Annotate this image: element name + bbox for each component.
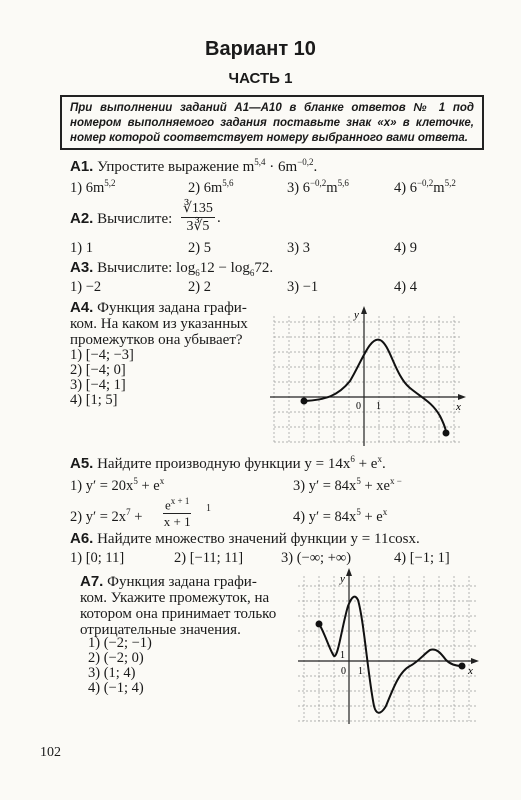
a4-endpoint-right [443, 430, 450, 437]
a7-graph [290, 566, 480, 724]
a5-option-2-fraction: $e^{x + 1}$ x + 1 [163, 496, 191, 530]
question-a2: А2. Вычислите: [70, 210, 173, 227]
a1-option-1[interactable]: 1) $6m^{5,2}$ [70, 178, 116, 196]
a7-zero-label: 0 [341, 666, 346, 677]
a7-y-arrow [346, 568, 352, 576]
question-a5: А5. Найдите производную функции $y = 14x^6 + e^x$. [70, 454, 386, 472]
a2-numerator: ∛135 [183, 201, 213, 216]
a4-curve [304, 340, 446, 433]
a2-fraction [181, 200, 215, 235]
a7-one-label: 1 [358, 666, 363, 677]
a7-option-2[interactable]: 2) (−2; 0) [88, 650, 144, 666]
a7-options [88, 636, 152, 696]
a6-option-3[interactable]: 3) (−∞; +∞) [281, 550, 352, 566]
a5-option-4[interactable]: 4) $y' = 84x^5 + e^x$ [293, 507, 388, 525]
a5-option-3[interactable]: 3) $y' = 84x^5 + xe^{x -}$ [293, 476, 402, 494]
a3-option-2[interactable]: 2) 2 [188, 279, 211, 295]
a5-option-1[interactable]: 1) $y' = 20x^5 + e^x$ [70, 476, 165, 494]
a4-grid [274, 316, 460, 442]
a4-option-1[interactable]: 1) [−4; −3] [70, 347, 134, 363]
page-number: 102 [40, 745, 61, 760]
a4-one-label: 1 [376, 401, 381, 412]
a5-option-2-tail: 1 [206, 503, 211, 514]
a7-endpoint-right [459, 663, 466, 670]
a4-option-4[interactable]: 4) [1; 5] [70, 392, 118, 408]
a4-endpoint-left [301, 398, 308, 405]
page-title: Вариант 10 [205, 38, 316, 60]
a4-zero-label: 0 [356, 401, 361, 412]
question-a6: А6. Найдите множество значений функции y = 11cosx. [70, 530, 420, 547]
instructions-box: При выполнении заданий А1—А10 в бланке ответов № 1 под номером выполняемого задания поставьте знак «х» в клеточке, номер которой соответствует номеру выбранного вами ответа. [60, 95, 484, 150]
a4-option-2[interactable]: 2) [−4; 0] [70, 362, 126, 378]
a4-options [70, 348, 134, 408]
a5-option-2[interactable]: 2) $y' = 2x^7$ + [70, 507, 143, 525]
a2-option-2[interactable]: 2) 5 [188, 240, 211, 256]
a7-one-y-label: 1 [340, 650, 345, 661]
a3-option-1[interactable]: 1) −2 [70, 279, 102, 295]
a4-graph [270, 306, 466, 446]
a4-x-label: x [456, 401, 461, 413]
a6-option-4[interactable]: 4) [−1; 1] [394, 550, 450, 566]
a7-grid [298, 576, 476, 721]
a7-option-3[interactable]: 3) (1; 4) [88, 665, 136, 681]
a7-option-4[interactable]: 4) (−1; 4) [88, 680, 144, 696]
a2-option-3[interactable]: 3) 3 [287, 240, 310, 256]
a4-x-arrow [458, 394, 466, 400]
question-a3: А3. Вычислите: $\log_612 - \log_672$. [70, 259, 274, 278]
a7-endpoint-left [316, 621, 323, 628]
a1-option-3[interactable]: 3) $6^{-0,2}m^{5,6}$ [287, 178, 349, 196]
a7-option-1[interactable]: 1) (−2; −1) [88, 635, 152, 651]
part-heading: ЧАСТЬ 1 [228, 70, 293, 87]
a2-option-1[interactable]: 1) 1 [70, 240, 93, 256]
a4-y-arrow [361, 306, 367, 314]
a6-option-1[interactable]: 1) [0; 11] [70, 550, 125, 566]
a7-x-arrow [471, 658, 479, 664]
a1-option-4[interactable]: 4) $6^{-0,2}m^{5,2}$ [394, 178, 456, 196]
a7-y-label: y [340, 573, 345, 585]
a4-y-label: y [354, 309, 359, 321]
question-a7: А7. Функция задана графи- ком. Укажите промежуток, на котором она принимает только отрицательные значения. [80, 573, 277, 638]
a4-option-3[interactable]: 3) [−4; 1] [70, 377, 126, 393]
a3-option-4[interactable]: 4) 4 [394, 279, 417, 295]
a2-option-4[interactable]: 4) 9 [394, 240, 417, 256]
question-a4: А4. Функция задана графи- ком. На каком из указанных промежутков она убывает? [70, 299, 248, 348]
a3-option-3[interactable]: 3) −1 [287, 279, 319, 295]
a2-dot: . [217, 210, 221, 226]
a7-x-label: x [468, 665, 473, 677]
a2-denominator: 3∛5 [186, 219, 210, 234]
a1-option-2[interactable]: 2) $6m^{5,6}$ [188, 178, 234, 196]
question-a1: А1. Упростите выражение $m^{5,4} \cdot 6m^{-0,2}$. [70, 157, 318, 175]
a6-option-2[interactable]: 2) [−11; 11] [174, 550, 244, 566]
